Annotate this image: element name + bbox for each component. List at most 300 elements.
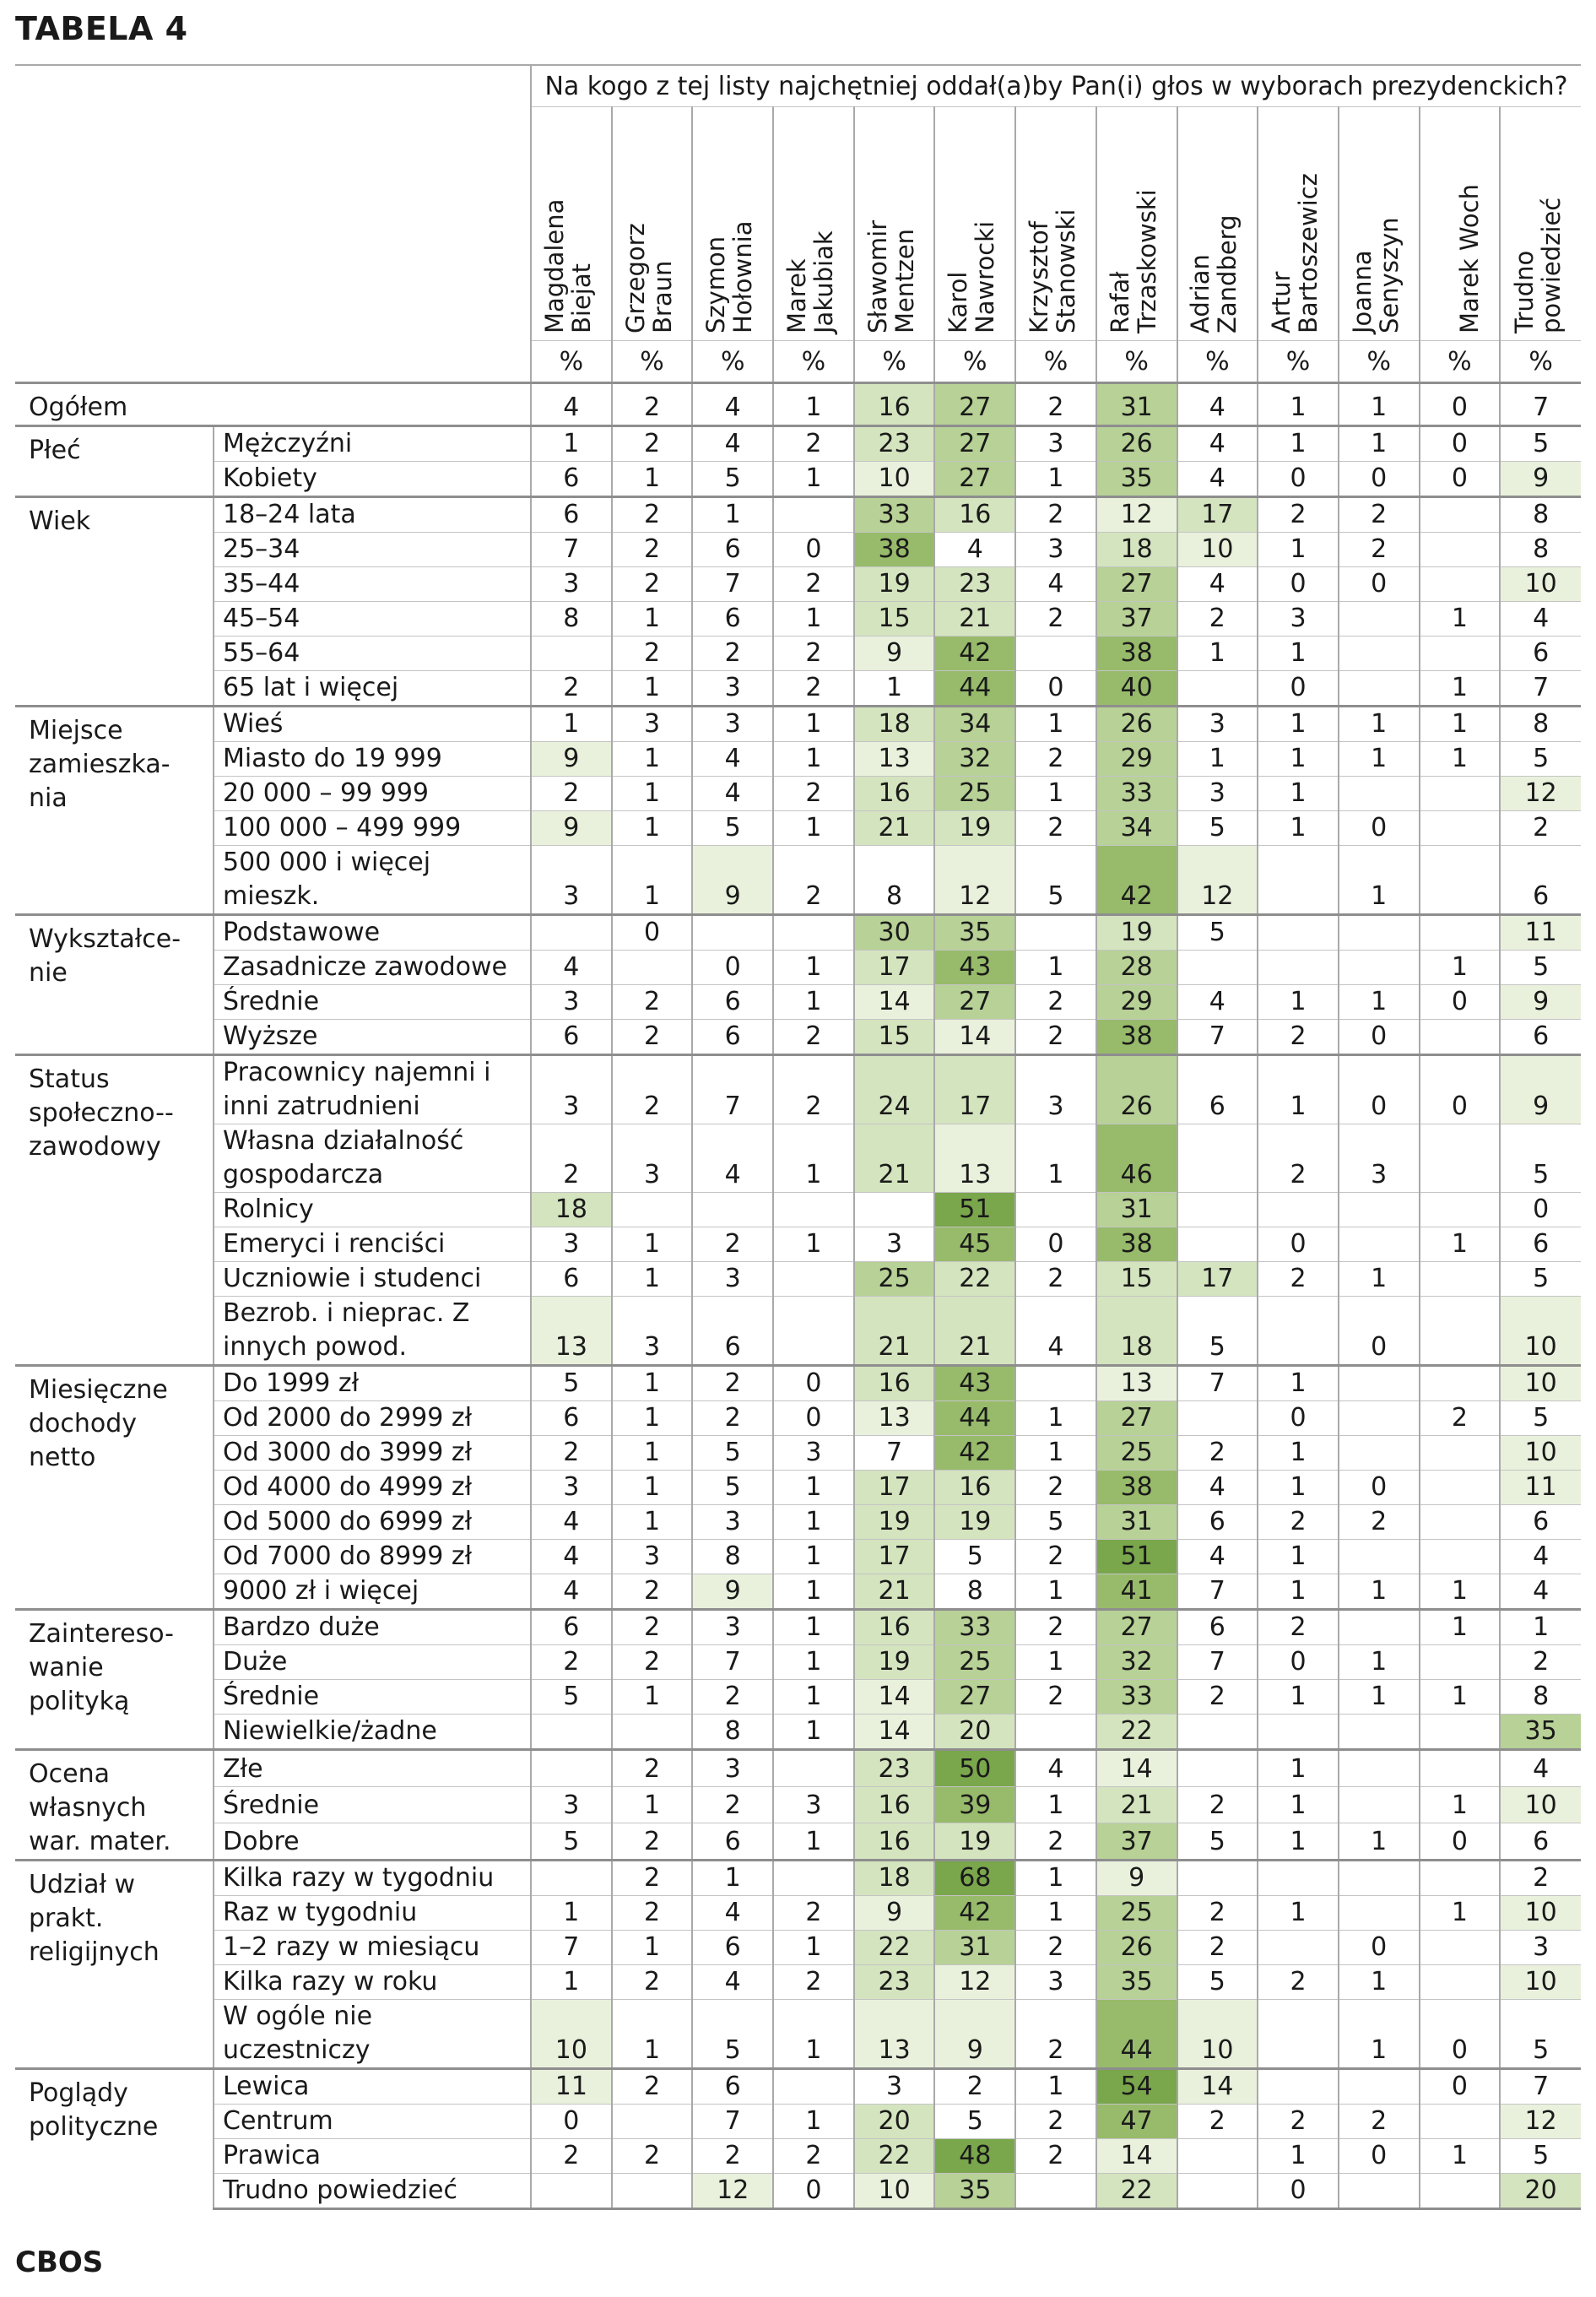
value-cell: 1 bbox=[1339, 1680, 1420, 1715]
value-cell: 2 bbox=[1339, 1505, 1420, 1540]
value-cell bbox=[1420, 1366, 1501, 1401]
value-cell: 2 bbox=[692, 1227, 773, 1262]
value-cell: 0 bbox=[1258, 1401, 1339, 1436]
row-label: Kilka razy w tygodniu bbox=[214, 1861, 531, 1896]
value-cell bbox=[1420, 1645, 1501, 1680]
value-cell: 12 bbox=[1096, 497, 1177, 533]
value-cell: 6 bbox=[531, 1610, 612, 1645]
value-cell: 48 bbox=[934, 2139, 1015, 2174]
candidate-first-line: Adrian bbox=[1186, 254, 1215, 333]
value-cell bbox=[1258, 1297, 1339, 1366]
row-label: Raz w tygodniu bbox=[214, 1896, 531, 1931]
value-cell bbox=[1420, 1965, 1501, 2000]
row-label: Wieś bbox=[214, 707, 531, 742]
value-cell: 1 bbox=[612, 846, 693, 915]
value-cell: 0 bbox=[1258, 1645, 1339, 1680]
value-cell: 16 bbox=[854, 1823, 935, 1860]
value-cell: 1 bbox=[1339, 846, 1420, 915]
value-cell: 18 bbox=[1096, 1297, 1177, 1366]
value-cell: 1 bbox=[773, 462, 854, 497]
value-cell bbox=[1420, 1124, 1501, 1193]
group-label: Udział w prakt. religijnych bbox=[15, 1861, 214, 2069]
value-cell: 0 bbox=[1420, 1055, 1501, 1124]
candidate-name bbox=[944, 221, 998, 333]
value-cell: 3 bbox=[854, 1227, 935, 1262]
value-cell: 6 bbox=[692, 1297, 773, 1366]
value-cell: 37 bbox=[1096, 1823, 1177, 1860]
value-cell: 14 bbox=[1096, 2139, 1177, 2174]
row-label: 9000 zł i więcej bbox=[214, 1574, 531, 1610]
value-cell: 3 bbox=[1500, 1931, 1581, 1965]
value-cell: 5 bbox=[1177, 1297, 1258, 1366]
value-cell bbox=[1420, 1262, 1501, 1297]
candidate-first-line: Karol bbox=[944, 271, 973, 333]
value-cell: 1 bbox=[1339, 707, 1420, 742]
question-row bbox=[15, 65, 1581, 107]
value-cell: 1 bbox=[773, 707, 854, 742]
value-cell: 16 bbox=[854, 777, 935, 811]
value-cell: 23 bbox=[854, 426, 935, 462]
value-cell: 1 bbox=[1420, 951, 1501, 985]
value-cell bbox=[1015, 915, 1096, 951]
value-cell: 0 bbox=[1258, 1227, 1339, 1262]
value-cell bbox=[1339, 1401, 1420, 1436]
value-cell: 42 bbox=[934, 1436, 1015, 1471]
group-label: Poglądy polityczne bbox=[15, 2069, 214, 2209]
candidate-first-line: Rafał bbox=[1105, 271, 1134, 333]
value-cell: 6 bbox=[1500, 1020, 1581, 1055]
value-cell: 1 bbox=[773, 1540, 854, 1574]
value-cell: 4 bbox=[1177, 383, 1258, 426]
value-cell: 1 bbox=[1177, 637, 1258, 671]
value-cell bbox=[531, 1715, 612, 1750]
value-cell: 2 bbox=[773, 777, 854, 811]
value-cell bbox=[1420, 1505, 1501, 1540]
value-cell bbox=[1420, 2174, 1501, 2209]
value-cell: 2 bbox=[612, 383, 693, 426]
value-cell: 2 bbox=[1258, 1965, 1339, 2000]
value-cell: 32 bbox=[934, 742, 1015, 777]
value-cell: 23 bbox=[854, 1965, 935, 2000]
value-cell: 9 bbox=[531, 811, 612, 846]
candidate-second-line: Stanowski bbox=[1051, 209, 1080, 333]
candidate-name bbox=[1106, 189, 1160, 333]
value-cell: 0 bbox=[1339, 2139, 1420, 2174]
value-cell: 3 bbox=[1177, 777, 1258, 811]
table-row bbox=[15, 671, 1581, 707]
candidate-second-line: Nawrocki bbox=[971, 220, 1000, 333]
value-cell: 4 bbox=[1500, 1540, 1581, 1574]
group-label: Miesięczne dochody netto bbox=[15, 1366, 214, 1610]
value-cell: 1 bbox=[612, 1931, 693, 1965]
value-cell: 1 bbox=[1420, 1227, 1501, 1262]
value-cell: 42 bbox=[934, 1896, 1015, 1931]
row-label: W ogóle nie uczestniczy bbox=[214, 2000, 531, 2069]
value-cell bbox=[1015, 1193, 1096, 1227]
value-cell: 4 bbox=[934, 533, 1015, 567]
value-cell: 19 bbox=[854, 567, 935, 602]
value-cell: 5 bbox=[692, 811, 773, 846]
value-cell: 6 bbox=[531, 1401, 612, 1436]
value-cell: 2 bbox=[1015, 2000, 1096, 2069]
value-cell: 38 bbox=[1096, 1471, 1177, 1505]
value-cell: 16 bbox=[934, 1471, 1015, 1505]
value-cell: 18 bbox=[854, 707, 935, 742]
value-cell: 1 bbox=[612, 1680, 693, 1715]
table-row bbox=[15, 1366, 1581, 1401]
value-cell: 11 bbox=[1500, 915, 1581, 951]
value-cell bbox=[1177, 1401, 1258, 1436]
value-cell: 2 bbox=[1177, 2105, 1258, 2139]
value-cell: 1 bbox=[1339, 1823, 1420, 1860]
value-cell: 2 bbox=[1258, 2105, 1339, 2139]
value-cell: 5 bbox=[1177, 811, 1258, 846]
value-cell: 22 bbox=[854, 1931, 935, 1965]
value-cell: 5 bbox=[1500, 2139, 1581, 2174]
table-row bbox=[15, 533, 1581, 567]
value-cell: 2 bbox=[1015, 1823, 1096, 1860]
value-cell: 2 bbox=[1015, 383, 1096, 426]
value-cell: 2 bbox=[1339, 2105, 1420, 2139]
value-cell: 6 bbox=[1500, 1823, 1581, 1860]
value-cell: 1 bbox=[1177, 742, 1258, 777]
value-cell: 2 bbox=[612, 1861, 693, 1896]
value-cell: 1 bbox=[1420, 602, 1501, 637]
value-cell: 4 bbox=[1177, 426, 1258, 462]
percent-unit: % bbox=[854, 341, 935, 383]
value-cell: 21 bbox=[854, 1297, 935, 1366]
candidate-header bbox=[854, 107, 935, 341]
value-cell: 21 bbox=[934, 602, 1015, 637]
value-cell: 5 bbox=[1177, 1823, 1258, 1860]
percent-unit: % bbox=[1096, 341, 1177, 383]
table-row bbox=[15, 1193, 1581, 1227]
value-cell: 9 bbox=[854, 1896, 935, 1931]
percent-unit: % bbox=[1500, 341, 1581, 383]
candidate-name bbox=[864, 220, 918, 333]
value-cell: 20 bbox=[1500, 2174, 1581, 2209]
value-cell: 31 bbox=[1096, 1193, 1177, 1227]
value-cell: 6 bbox=[692, 2069, 773, 2105]
value-cell: 10 bbox=[1500, 1787, 1581, 1823]
value-cell bbox=[773, 1262, 854, 1297]
value-cell: 9 bbox=[692, 846, 773, 915]
value-cell: 1 bbox=[1420, 1787, 1501, 1823]
value-cell: 2 bbox=[612, 533, 693, 567]
table-row bbox=[15, 1055, 1581, 1124]
value-cell: 43 bbox=[934, 951, 1015, 985]
value-cell bbox=[1258, 846, 1339, 915]
value-cell: 1 bbox=[773, 1574, 854, 1610]
value-cell: 5 bbox=[1500, 1262, 1581, 1297]
value-cell: 3 bbox=[612, 1124, 693, 1193]
value-cell: 1 bbox=[1015, 462, 1096, 497]
value-cell: 5 bbox=[1177, 915, 1258, 951]
value-cell: 17 bbox=[1177, 497, 1258, 533]
value-cell bbox=[1420, 811, 1501, 846]
value-cell: 5 bbox=[1500, 742, 1581, 777]
value-cell: 2 bbox=[612, 1055, 693, 1124]
value-cell: 51 bbox=[1096, 1540, 1177, 1574]
value-cell: 0 bbox=[1258, 2174, 1339, 2209]
candidate-first-line: Krzysztof bbox=[1024, 221, 1053, 333]
value-cell: 0 bbox=[1015, 671, 1096, 707]
value-cell: 42 bbox=[1096, 846, 1177, 915]
value-cell: 1 bbox=[612, 742, 693, 777]
value-cell: 0 bbox=[1420, 2069, 1501, 2105]
percent-unit: % bbox=[1339, 341, 1420, 383]
table-row bbox=[15, 1787, 1581, 1823]
value-cell bbox=[1177, 1750, 1258, 1787]
value-cell: 10 bbox=[1500, 1297, 1581, 1366]
value-cell: 1 bbox=[773, 1610, 854, 1645]
value-cell: 1 bbox=[1258, 1471, 1339, 1505]
value-cell: 44 bbox=[934, 671, 1015, 707]
value-cell: 7 bbox=[1500, 383, 1581, 426]
value-cell: 4 bbox=[692, 777, 773, 811]
table-row bbox=[15, 1715, 1581, 1750]
value-cell bbox=[773, 1193, 854, 1227]
value-cell: 35 bbox=[1096, 1965, 1177, 2000]
value-cell: 2 bbox=[773, 637, 854, 671]
value-cell bbox=[1177, 1715, 1258, 1750]
value-cell: 2 bbox=[1015, 985, 1096, 1020]
value-cell bbox=[1339, 951, 1420, 985]
value-cell bbox=[1420, 1193, 1501, 1227]
group-label: Ocena własnych war. mater. bbox=[15, 1750, 214, 1861]
table-row bbox=[15, 462, 1581, 497]
table-row bbox=[15, 915, 1581, 951]
value-cell: 22 bbox=[854, 2139, 935, 2174]
value-cell: 40 bbox=[1096, 671, 1177, 707]
value-cell: 1 bbox=[773, 1931, 854, 1965]
value-cell: 26 bbox=[1096, 426, 1177, 462]
value-cell bbox=[1420, 1540, 1501, 1574]
value-cell: 15 bbox=[854, 602, 935, 637]
value-cell: 1 bbox=[1339, 1965, 1420, 2000]
value-cell: 3 bbox=[1339, 1124, 1420, 1193]
value-cell: 21 bbox=[934, 1297, 1015, 1366]
value-cell bbox=[1339, 1715, 1420, 1750]
percent-unit: % bbox=[531, 341, 612, 383]
value-cell: 11 bbox=[531, 2069, 612, 2105]
value-cell bbox=[531, 1861, 612, 1896]
value-cell: 2 bbox=[612, 497, 693, 533]
value-cell: 2 bbox=[1015, 1680, 1096, 1715]
value-cell: 27 bbox=[1096, 1401, 1177, 1436]
table-row bbox=[15, 777, 1581, 811]
value-cell: 1 bbox=[1015, 1436, 1096, 1471]
value-cell: 2 bbox=[612, 2139, 693, 2174]
value-cell: 1 bbox=[773, 2105, 854, 2139]
value-cell: 6 bbox=[692, 1020, 773, 1055]
value-cell: 7 bbox=[692, 1055, 773, 1124]
value-cell bbox=[1339, 637, 1420, 671]
value-cell: 6 bbox=[531, 462, 612, 497]
candidate-header bbox=[1420, 107, 1501, 341]
value-cell: 5 bbox=[531, 1823, 612, 1860]
value-cell: 2 bbox=[1177, 1787, 1258, 1823]
value-cell: 1 bbox=[531, 1965, 612, 2000]
value-cell: 1 bbox=[1420, 2139, 1501, 2174]
candidate-second-line: Marek Woch bbox=[1455, 184, 1485, 333]
row-label: Lewica bbox=[214, 2069, 531, 2105]
value-cell: 13 bbox=[854, 742, 935, 777]
value-cell: 2 bbox=[531, 1645, 612, 1680]
value-cell: 1 bbox=[1015, 777, 1096, 811]
row-label: Od 4000 do 4999 zł bbox=[214, 1471, 531, 1505]
value-cell bbox=[1420, 533, 1501, 567]
candidate-name bbox=[541, 199, 595, 333]
value-cell bbox=[1420, 497, 1501, 533]
value-cell bbox=[1015, 1366, 1096, 1401]
value-cell: 47 bbox=[1096, 2105, 1177, 2139]
value-cell: 2 bbox=[773, 567, 854, 602]
value-cell: 2 bbox=[1015, 497, 1096, 533]
value-cell: 4 bbox=[531, 1574, 612, 1610]
value-cell: 5 bbox=[692, 1436, 773, 1471]
percent-unit: % bbox=[1177, 341, 1258, 383]
value-cell: 25 bbox=[854, 1262, 935, 1297]
value-cell: 0 bbox=[1258, 462, 1339, 497]
value-cell: 4 bbox=[1177, 1471, 1258, 1505]
value-cell bbox=[1258, 951, 1339, 985]
value-cell: 2 bbox=[692, 637, 773, 671]
row-label: 65 lat i więcej bbox=[214, 671, 531, 707]
value-cell: 6 bbox=[1500, 846, 1581, 915]
value-cell: 4 bbox=[531, 951, 612, 985]
value-cell bbox=[1420, 1750, 1501, 1787]
percent-unit: % bbox=[1015, 341, 1096, 383]
value-cell: 2 bbox=[612, 1823, 693, 1860]
table-row bbox=[15, 637, 1581, 671]
value-cell: 8 bbox=[531, 602, 612, 637]
value-cell: 2 bbox=[1015, 1262, 1096, 1297]
source-label: CBOS bbox=[15, 2246, 104, 2279]
row-label: Średnie bbox=[214, 1680, 531, 1715]
value-cell bbox=[1339, 1366, 1420, 1401]
candidate-second-line: Biejat bbox=[566, 263, 596, 333]
row-label: 25–34 bbox=[214, 533, 531, 567]
value-cell bbox=[1258, 915, 1339, 951]
value-cell: 2 bbox=[612, 1574, 693, 1610]
value-cell bbox=[1258, 2069, 1339, 2105]
value-cell: 2 bbox=[773, 846, 854, 915]
value-cell: 6 bbox=[692, 1823, 773, 1860]
value-cell bbox=[1420, 1931, 1501, 1965]
value-cell: 1 bbox=[1258, 1540, 1339, 1574]
value-cell: 31 bbox=[934, 1931, 1015, 1965]
value-cell: 7 bbox=[692, 2105, 773, 2139]
value-cell: 14 bbox=[854, 985, 935, 1020]
value-cell: 3 bbox=[1015, 533, 1096, 567]
table-row bbox=[15, 426, 1581, 462]
value-cell: 50 bbox=[934, 1750, 1015, 1787]
value-cell: 2 bbox=[692, 1787, 773, 1823]
value-cell: 1 bbox=[612, 777, 693, 811]
value-cell: 4 bbox=[531, 1540, 612, 1574]
value-cell: 6 bbox=[692, 985, 773, 1020]
value-cell: 3 bbox=[531, 1471, 612, 1505]
value-cell bbox=[612, 1193, 693, 1227]
table-row bbox=[15, 1227, 1581, 1262]
value-cell: 4 bbox=[1015, 1297, 1096, 1366]
value-cell: 4 bbox=[692, 1124, 773, 1193]
value-cell: 27 bbox=[934, 426, 1015, 462]
value-cell: 1 bbox=[1258, 1055, 1339, 1124]
value-cell bbox=[1339, 777, 1420, 811]
value-cell bbox=[1258, 1715, 1339, 1750]
group-label: Ogółem bbox=[15, 383, 531, 426]
value-cell: 9 bbox=[1500, 985, 1581, 1020]
value-cell: 5 bbox=[531, 1680, 612, 1715]
value-cell bbox=[1420, 567, 1501, 602]
row-label: Do 1999 zł bbox=[214, 1366, 531, 1401]
value-cell: 2 bbox=[612, 1610, 693, 1645]
row-label: Średnie bbox=[214, 985, 531, 1020]
value-cell: 19 bbox=[1096, 915, 1177, 951]
value-cell bbox=[1177, 1124, 1258, 1193]
value-cell: 10 bbox=[1500, 1366, 1581, 1401]
value-cell: 0 bbox=[1339, 1020, 1420, 1055]
value-cell: 2 bbox=[1258, 497, 1339, 533]
value-cell: 1 bbox=[1015, 2069, 1096, 2105]
value-cell: 25 bbox=[1096, 1436, 1177, 1471]
value-cell: 18 bbox=[1096, 533, 1177, 567]
value-cell: 1 bbox=[612, 811, 693, 846]
value-cell: 23 bbox=[934, 567, 1015, 602]
corner-cell bbox=[15, 341, 531, 383]
value-cell: 1 bbox=[1258, 1787, 1339, 1823]
value-cell: 1 bbox=[773, 1471, 854, 1505]
value-cell: 1 bbox=[1258, 742, 1339, 777]
value-cell: 1 bbox=[531, 707, 612, 742]
value-cell: 1 bbox=[1420, 671, 1501, 707]
value-cell: 10 bbox=[1500, 1436, 1581, 1471]
value-cell: 68 bbox=[934, 1861, 1015, 1896]
value-cell: 1 bbox=[773, 2000, 854, 2069]
value-cell: 5 bbox=[1015, 1505, 1096, 1540]
value-cell: 6 bbox=[531, 497, 612, 533]
value-cell bbox=[1177, 2174, 1258, 2209]
value-cell: 2 bbox=[1500, 1861, 1581, 1896]
value-cell: 44 bbox=[1096, 2000, 1177, 2069]
row-label: Miasto do 19 999 bbox=[214, 742, 531, 777]
value-cell: 4 bbox=[692, 1965, 773, 2000]
value-cell: 4 bbox=[1177, 985, 1258, 1020]
value-cell: 1 bbox=[1339, 742, 1420, 777]
value-cell: 4 bbox=[1500, 602, 1581, 637]
value-cell: 13 bbox=[531, 1297, 612, 1366]
percent-unit: % bbox=[1420, 341, 1501, 383]
value-cell: 2 bbox=[1015, 2105, 1096, 2139]
value-cell: 2 bbox=[1015, 1540, 1096, 1574]
value-cell: 2 bbox=[773, 1020, 854, 1055]
value-cell: 1 bbox=[1339, 1645, 1420, 1680]
value-cell: 3 bbox=[854, 2069, 935, 2105]
candidate-first-line: Magdalena bbox=[539, 198, 569, 333]
candidate-second-line: Hołownia bbox=[728, 220, 758, 333]
value-cell: 3 bbox=[531, 1227, 612, 1262]
value-cell: 3 bbox=[531, 567, 612, 602]
value-cell: 6 bbox=[1500, 1227, 1581, 1262]
value-cell: 8 bbox=[1500, 533, 1581, 567]
value-cell: 12 bbox=[1177, 846, 1258, 915]
value-cell bbox=[1339, 1610, 1420, 1645]
value-cell: 7 bbox=[854, 1436, 935, 1471]
value-cell: 25 bbox=[1096, 1896, 1177, 1931]
value-cell: 13 bbox=[934, 1124, 1015, 1193]
